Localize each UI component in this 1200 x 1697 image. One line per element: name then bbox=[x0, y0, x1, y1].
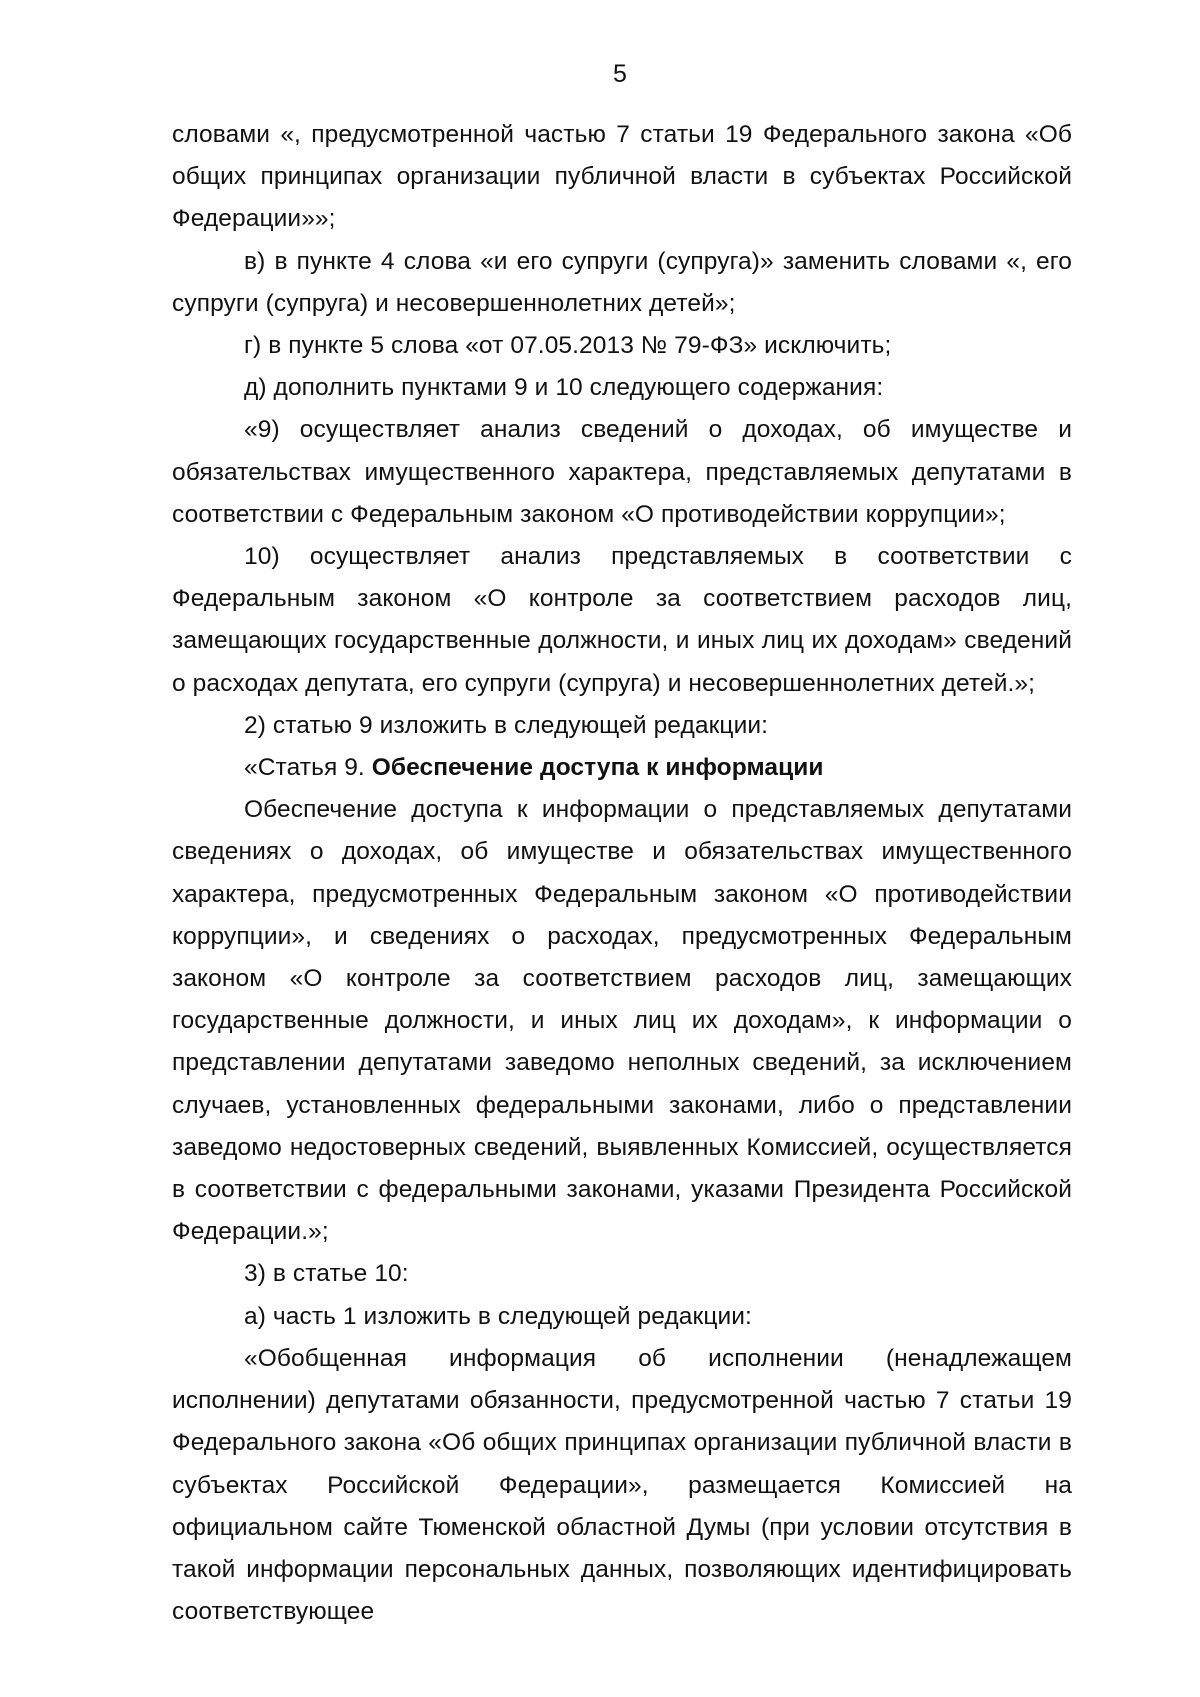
paragraph-part-1-amendment: а) часть 1 изложить в следующей редакции: bbox=[244, 1302, 752, 1330]
paragraph-point-9: «9) осуществляет анализ сведений о доходах, об имуществе и обязательствах имущественного характера, представляемых депутатами в соответствии с Федеральным законом «О противодействии коррупции»; bbox=[172, 416, 1072, 528]
article-9-prefix: «Статья 9. bbox=[244, 754, 372, 782]
article-9-title: Обеспечение доступа к информации bbox=[371, 754, 824, 782]
paragraph-article-10: 3) в статье 10: bbox=[244, 1260, 409, 1288]
document-body bbox=[172, 114, 1072, 1633]
paragraph-summary-info: «Обобщенная информация об исполнении (ненадлежащем исполнении) депутатами обязанности, предусмотренной частью 7 статьи 19 Федерального закона «Об общих принципах организации публичной власти в субъектах Российской Федерации», размещается Комиссией на официальном сайте Тюменской областной Думы (при условии отсутствия в такой информации персональных данных, позволяющих идентифицировать соответствующее bbox=[172, 1344, 1072, 1626]
paragraph-item-g: г) в пункте 5 слова «от 07.05.2013 № 79-ФЗ» исключить; bbox=[244, 332, 892, 360]
paragraph-point-10: 10) осуществляет анализ представляемых в соответствии с Федеральным законом «О контроле за соответствием расходов лиц, замещающих государственные должности, и иных лиц их доходам» сведений о расходах депутата, его супруги (супруга) и несовершеннолетних детей.»; bbox=[172, 543, 1072, 697]
paragraph-item-v: в) в пункте 4 слова «и его супруги (супруга)» заменить словами «, его супруги (супруга) и несовершеннолетних детей»; bbox=[172, 247, 1072, 317]
page-number: 5 bbox=[613, 60, 627, 88]
paragraph-item-d: д) дополнить пунктами 9 и 10 следующего содержания: bbox=[244, 374, 884, 402]
paragraph-article-9-amendment: 2) статью 9 изложить в следующей редакции: bbox=[244, 711, 769, 739]
article-9-heading bbox=[172, 747, 1072, 789]
paragraph-continuation: словами «, предусмотренной частью 7 статьи 19 Федерального закона «Об общих принципах организации публичной власти в субъектах Российской Федерации»»; bbox=[172, 121, 1072, 233]
paragraph-article-9-text: Обеспечение доступа к информации о представляемых депутатами сведениях о доходах, об имуществе и обязательствах имущественного характера, предусмотренных Федеральным законом «О противодействии коррупции», и сведениях о расходах, предусмотренных Федеральным законом «О контроле за соответствием расходов лиц, замещающих государственные должности, и иных лиц их доходам», к информации о представлении депутатами заведомо неполных сведений, за исключением случаев, установленных федеральными законами, либо о представлении заведомо недостоверных сведений, выявленных Комиссией, осуществляется в соответствии с федеральными законами, указами Президента Российской Федерации.»; bbox=[172, 796, 1072, 1246]
